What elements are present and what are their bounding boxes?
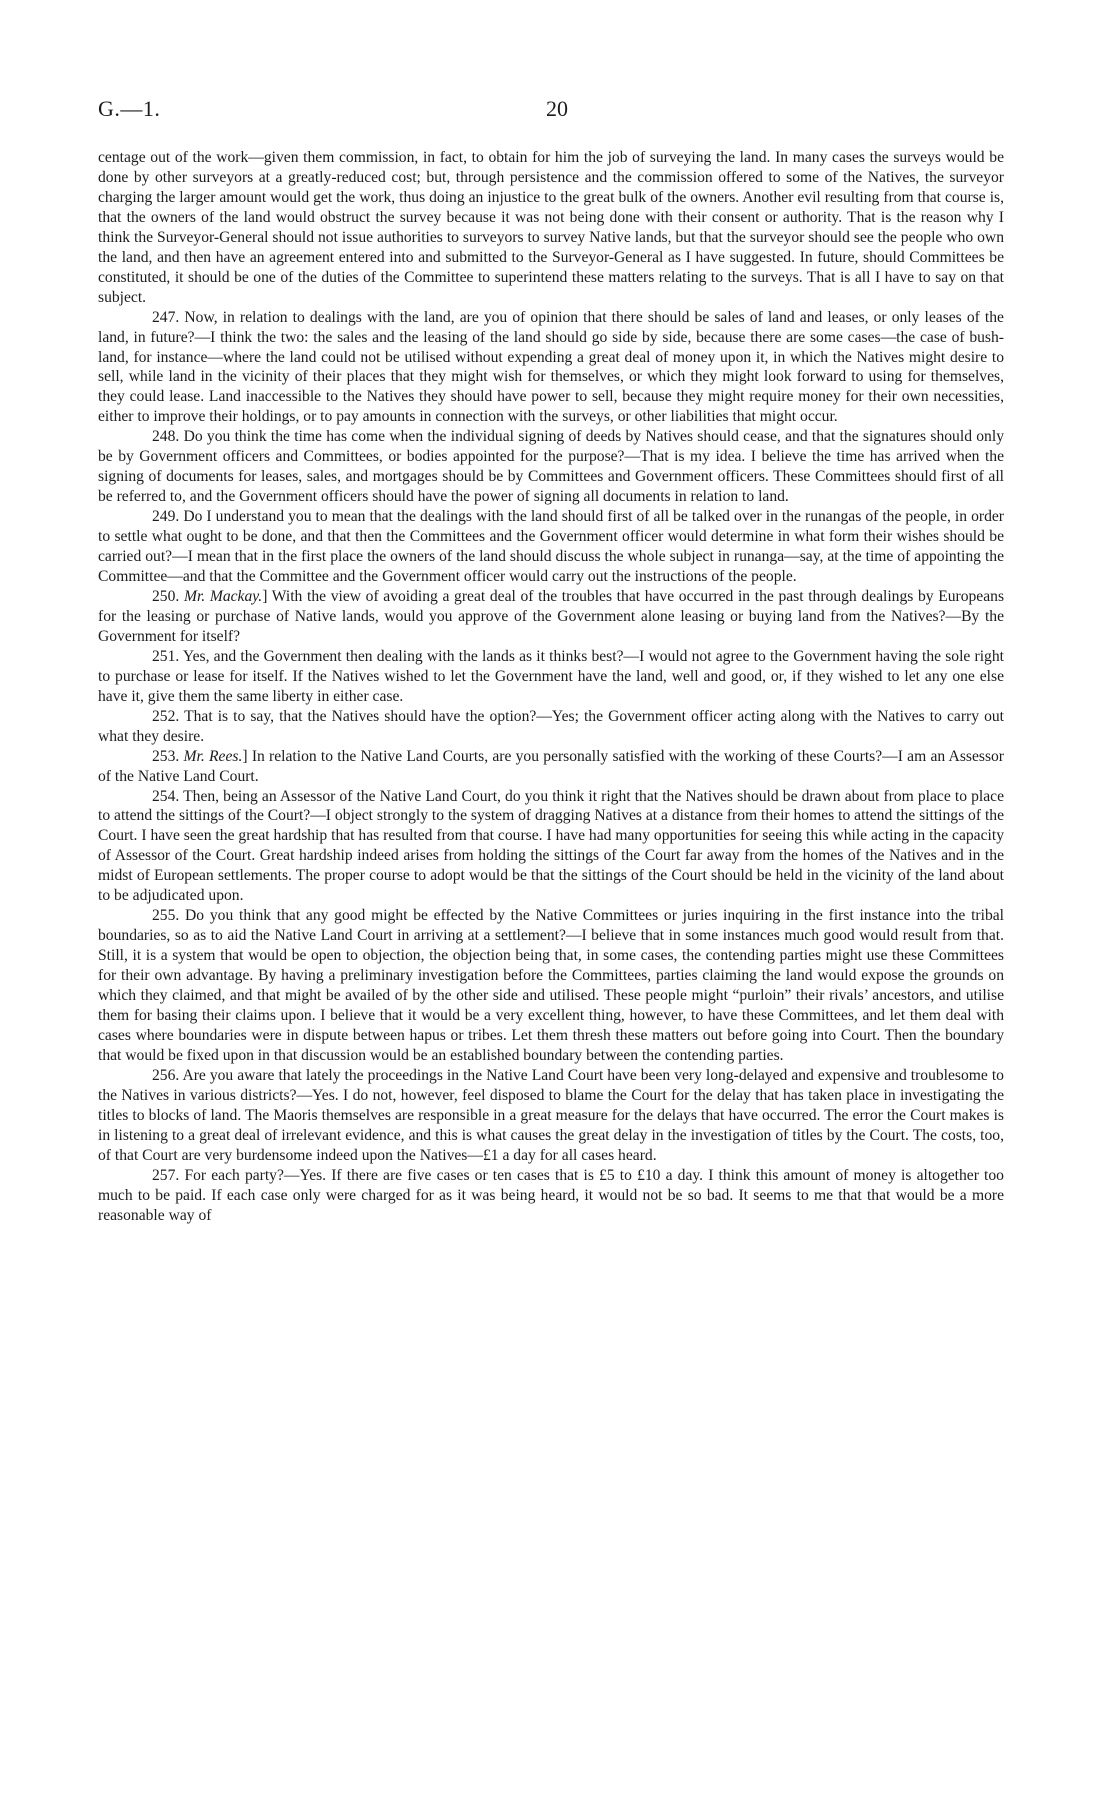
speaker-name: Mr. Mackay. xyxy=(183,587,263,605)
paragraph-text: centage out of the work—given them commission, in fact, to obtain for him the job of surveying the land. In many cases the surveys would be done by other surveyors at a greatly-reduced cost; but, through persistence and the commission offered to some of the Natives, the surveyor charging the larger amount would get the work, thus doing an injustice to the great bulk of the owners. Another evil resulting from that course is, that the owners of the land would obstruct the survey because it was not being done with their consent or authority. That is the reason why I think the Surveyor-General should not issue authorities to surveyors to survey Native lands, but that the surveyor should see the people who own the land, and then have an agreement entered into and submitted to the Surveyor-General as I have suggested. In future, should Committees be constituted, it should be one of the duties of the Committee to superintend these matters relating to the surveys. That is all I have to say on that subject. xyxy=(98,149,1004,306)
document-reference: G.—1. xyxy=(98,96,161,121)
paragraph xyxy=(98,308,1004,428)
question-number: 257. xyxy=(152,1166,180,1184)
question-number: 253. xyxy=(152,747,180,765)
paragraph-text: Yes, and the Government then dealing with the lands as it thinks best?—I would not agree to the Government having the sole right to purchase or lease for itself. If the Natives wished to let the Government have the land, well and good, or, if they wished to let any one else have it, give them the same liberty in either case. xyxy=(98,647,1004,705)
paragraph-text: Are you aware that lately the proceedings in the Native Land Court have been very long-delayed and expensive and troublesome to the Natives in various districts?—Yes. I do not, however, feel disposed to blame the Court for the delay that has taken place in investigating the titles to blocks of land. The Maoris themselves are responsible in a great measure for the delays that have occurred. The error the Court makes is in listening to a great deal of irrelevant evidence, and this is what causes the great delay in the investigation of titles by the Court. The costs, too, of that Court are very burdensome indeed upon the Natives—£1 a day for all cases heard. xyxy=(98,1066,1004,1164)
paragraph xyxy=(98,427,1004,507)
paragraph xyxy=(98,906,1004,1066)
paragraph-text: Do you think that any good might be effected by the Native Committees or juries inquiring in the first instance into the tribal boundaries, so as to aid the Native Land Court in arriving at a settlement?—I believe that in some instances much good would result from that. Still, it is a system that would be open to objection, the objection being that, in some cases, the contending parties might use these Committees for their own advantage. By having a preliminary investigation before the Committees, parties claiming the land would expose the grounds on which they claimed, and that might be availed of by the other side and utilised. These people might “purloin” their rivals’ ancestors, and utilise them for basing their claims upon. I believe that it would be a very excellent thing, however, to have these Committees, and let them deal with cases where boundaries were in dispute between hapus or tribes. Let them thresh these matters out before going into Court. Then the boundary that would be fixed upon in that discussion would be an established boundary between the contending parties. xyxy=(98,907,1004,1064)
paragraph xyxy=(98,1166,1004,1226)
page-number: 20 xyxy=(546,96,568,121)
paragraph-text: With the view of avoiding a great deal of the troubles that have occurred in the past through dealings by Europeans for the leasing or purchase of Native lands, would you approve of the Government alone leasing or buying land from the Natives?—By the Government for itself? xyxy=(98,587,1005,645)
paragraph-text: Do you think the time has come when the individual signing of deeds by Natives should cease, and that the signatures should only be by Government officers and Committees, or bodies appointed for the purpose?—That is my idea. I believe the time has arrived when the signing of documents for leases, sales, and mortgages should be by Committees and Government officers. These Committees should first of all be referred to, and the Government officers should have the power of signing all documents in relation to land. xyxy=(98,428,1004,506)
question-number: 250. xyxy=(152,587,180,605)
paragraph-text: For each party?—Yes. If there are five cases or ten cases that is £5 to £10 a day. I think this amount of money is altogether too much to be paid. If each case only were charged for as it was being heard, it would not be so bad. It seems to me that that would be a more reasonable way of xyxy=(98,1166,1004,1224)
speaker-bracket: ] xyxy=(242,747,248,765)
question-number: 255. xyxy=(152,907,180,925)
body-text xyxy=(98,148,1004,1225)
paragraph-text: Now, in relation to dealings with the land, are you of opinion that there should be sales of land and leases, or only leases of the land, in future?—I think the two: the sales and the leasing of the land should go side by side, because there are some cases—the case of bush-land, for instance—where the land could not be utilised without expending a great deal of money upon it, in which the Natives might desire to sell, while land in the vicinity of their places that they might wish for themselves, or which they might look forward to using for themselves, they could lease. Land inaccessible to the Natives they should have power to sell, because they might require money for their own necessities, either to improve their holdings, or to pay amounts in connection with the surveys, or other liabilities that might occur. xyxy=(98,308,1004,426)
paragraph xyxy=(98,747,1004,787)
paragraph xyxy=(98,587,1004,647)
question-number: 247. xyxy=(152,308,180,326)
speaker-bracket: ] xyxy=(262,587,268,605)
page-header xyxy=(98,96,1016,126)
paragraph-text: Then, being an Assessor of the Native Land Court, do you think it right that the Natives should be drawn about from place to place to attend the sittings of the Court?—I object strongly to the system of dragging Natives at a distance from their homes to attend the sittings of the Court. I have seen the great hardship that has resulted from that course. I have had many opportunities for seeing this while acting in the capacity of Assessor of the Court. Great hardship indeed arises from holding the sittings of the Court far away from the homes of the Natives and in the midst of European settlements. The proper course to adopt would be that the sittings of the Court should be held in the vicinity of the land about to be adjudicated upon. xyxy=(98,787,1004,905)
paragraph xyxy=(98,707,1004,747)
paragraph-text: Do I understand you to mean that the dealings with the land should first of all be talked over in the runangas of the people, in order to settle what ought to be done, and that then the Committees and the Government officer would determine in what form their wishes should be carried out?—I mean that in the first place the owners of the land should discuss the whole subject in runanga—say, at the time of appointing the Committee—and that the Committee and the Government officer would carry out the instructions of the people. xyxy=(98,508,1004,586)
paragraph-text: That is to say, that the Natives should have the option?—Yes; the Government officer acting along with the Natives to carry out what they desire. xyxy=(98,707,1004,745)
paragraph xyxy=(98,647,1004,707)
paragraph xyxy=(98,148,1004,308)
question-number: 251. xyxy=(152,647,180,665)
question-number: 249. xyxy=(152,508,180,526)
question-number: 248. xyxy=(152,428,180,446)
question-number: 256. xyxy=(152,1066,180,1084)
paragraph xyxy=(98,1066,1004,1166)
paragraph xyxy=(98,507,1004,587)
paragraph xyxy=(98,787,1004,907)
question-number: 254. xyxy=(152,787,180,805)
question-number: 252. xyxy=(152,707,180,725)
paragraph-text: In relation to the Native Land Courts, are you personally satisfied with the working of these Courts?—I am an Assessor of the Native Land Court. xyxy=(98,747,1004,785)
speaker-name: Mr. Rees. xyxy=(183,747,243,765)
